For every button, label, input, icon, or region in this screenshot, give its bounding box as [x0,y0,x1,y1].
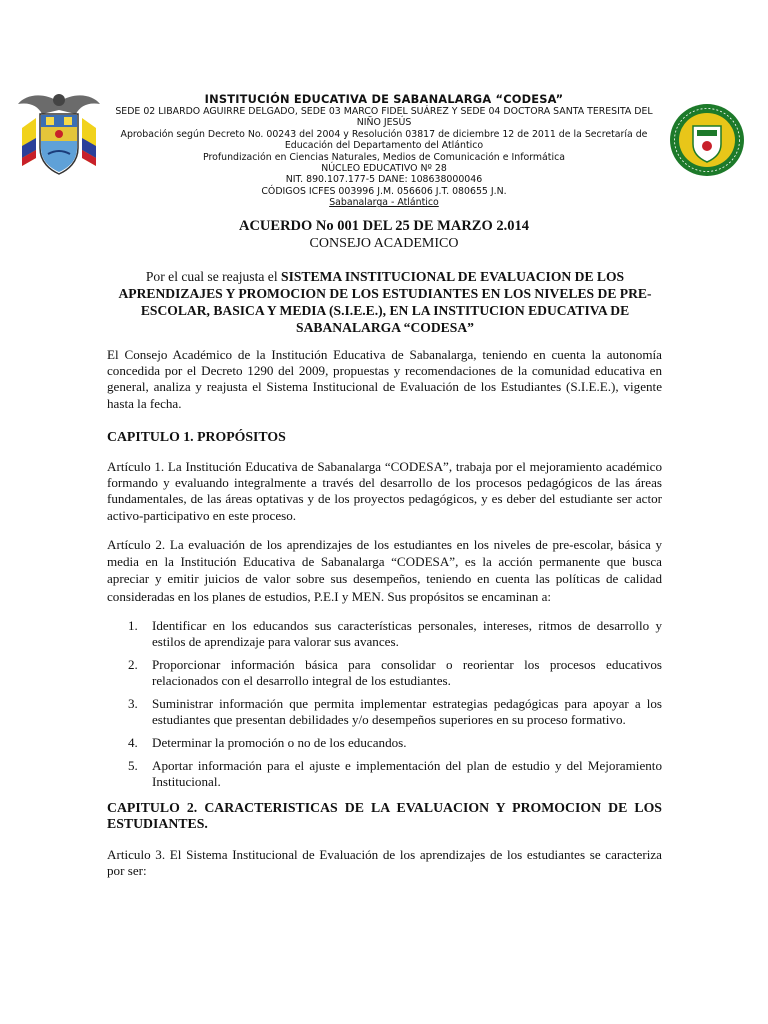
list-item [128,758,662,790]
list-item [128,696,662,728]
intro-paragraph: El Consejo Académico de la Institución Educativa de Sabanalarga, teniendo en cuenta la autonomía concedida por el Decreto 1290 del 2009, propuestas y recomendaciones de la comunidad educativa en general, analiza y reajusta el Sistema Institucional de Evaluación de los Estudiantes (S.I.E.E.), vigente hasta la fecha. [107,347,662,411]
nucleo-line: NÚCLEO EDUCATIVO Nº 28 [321,163,447,175]
aprobacion-line: Aprobación según Decreto No. 00243 del 2004 y Resolución 03817 de diciembre 12 de 2011 de la Secretaría de Educación del Departamento del Atlántico [120,128,648,152]
nit-line: NIT. 890.107.177-5 DANE: 108638000046 [285,174,483,186]
list-item-text: Identificar en los educandos sus características personales, intereses, ritmos de desarrollo y estilos de aprendizaje para valorar sus avances. [152,618,662,649]
list-item-text: Suministrar información que permita implementar estrategias pedagógicas para apoyar a los estudiantes que presentan debilidades y/o desempeños superiores en su proceso formativo. [152,696,662,727]
por-cual-bold: SISTEMA INSTITUCIONAL DE EVALUACION DE LOS APRENDIZAJES Y PROMOCION DE LOS ESTUDIANTES EN LOS NIVELES DE PRE-ESCOLAR, BASICA Y MEDIA (S.I.E.E.), EN LA INSTITUCION EDUCATIVA DE SABANALARGA “CODESA” [118,269,652,335]
sedes-line: SEDE 02 LIBARDO AGUIRRE DELGADO, SEDE 03 MARCO FIDEL SUÁREZ Y SEDE 04 DOCTORA SANTA TERESITA DEL NIÑO JESÚS [115,106,653,129]
articulo-2-paragraph: Artículo 2. La evaluación de los aprendizajes de los estudiantes en los niveles de pre-escolar, básica y media en la Institución Educativa de Sabanalarga “CODESA”, es la acción permanente que busca apreciar y emitir juicios de valor sobre sus desempeños, teniendo en cuenta las políticas de calidad consideradas en los planes de estudios, P.E.I y MEN. Sus propósitos se encaminan a: [107,537,662,604]
list-item [128,735,662,751]
ciudad-line: Sabanalarga - Atlántico [329,197,439,209]
colombia-coat-of-arms-icon [14,88,104,180]
codigos-line: CÓDIGOS ICFES 003996 J.M. 056606 J.T. 080655 J.N. [261,185,507,197]
list-item-number: 3. [128,696,138,711]
articulo-3-paragraph: Articulo 3. El Sistema Institucional de Evaluación de los aprendizajes de los estudiantes se caracteriza por ser: [107,847,662,879]
list-item [128,618,662,650]
articulo-1-paragraph: Artículo 1. La Institución Educativa de Sabanalarga “CODESA”, trabaja por el mejoramiento académico formando y evaluando integralmente a través del desarrollo de los procesos pedagógicos de las áreas fundamentales, de las áreas optativas y de los proyectos pedagógicos, y es deber del estudiante ser actor activo-participativo en este proceso. [107,459,662,523]
list-item-number: 4. [128,735,138,750]
institution-header [108,93,660,209]
list-item-text: Determinar la promoción o no de los educandos. [152,735,407,750]
list-item [128,657,662,689]
institution-name: INSTITUCIÓN EDUCATIVA DE SABANALARGA “CODESA” [204,92,564,106]
acuerdo-title-block [100,218,668,252]
profundizacion-line: Profundización en Ciencias Naturales, Medios de Comunicación e Informática [203,151,565,163]
list-item-text: Proporcionar información básica para consolidar o reorientar los procesos educativos relacionados con el desarrollo integral de los estudiantes. [152,657,662,688]
acuerdo-title: ACUERDO No 001 DEL 25 DE MARZO 2.014 [238,218,529,234]
list-item-text: Aportar información para el ajuste e implementación del plan de estudio y del Mejoramiento Institucional. [152,758,662,789]
list-item-number: 5. [128,758,138,773]
capitulo-2-heading: CAPITULO 2. CARACTERISTICAS DE LA EVALUACION Y PROMOCION DE LOS ESTUDIANTES. [107,800,662,832]
list-item-number: 1. [128,618,138,633]
codesa-seal-icon [668,102,746,178]
consejo-subtitle: CONSEJO ACADEMICO [309,236,459,251]
capitulo-1-heading: CAPITULO 1. PROPÓSITOS [107,429,286,444]
por-cual-prefix: Por el cual se reajusta el [145,269,282,284]
por-cual-statement [104,268,666,336]
list-item-number: 2. [128,657,138,672]
